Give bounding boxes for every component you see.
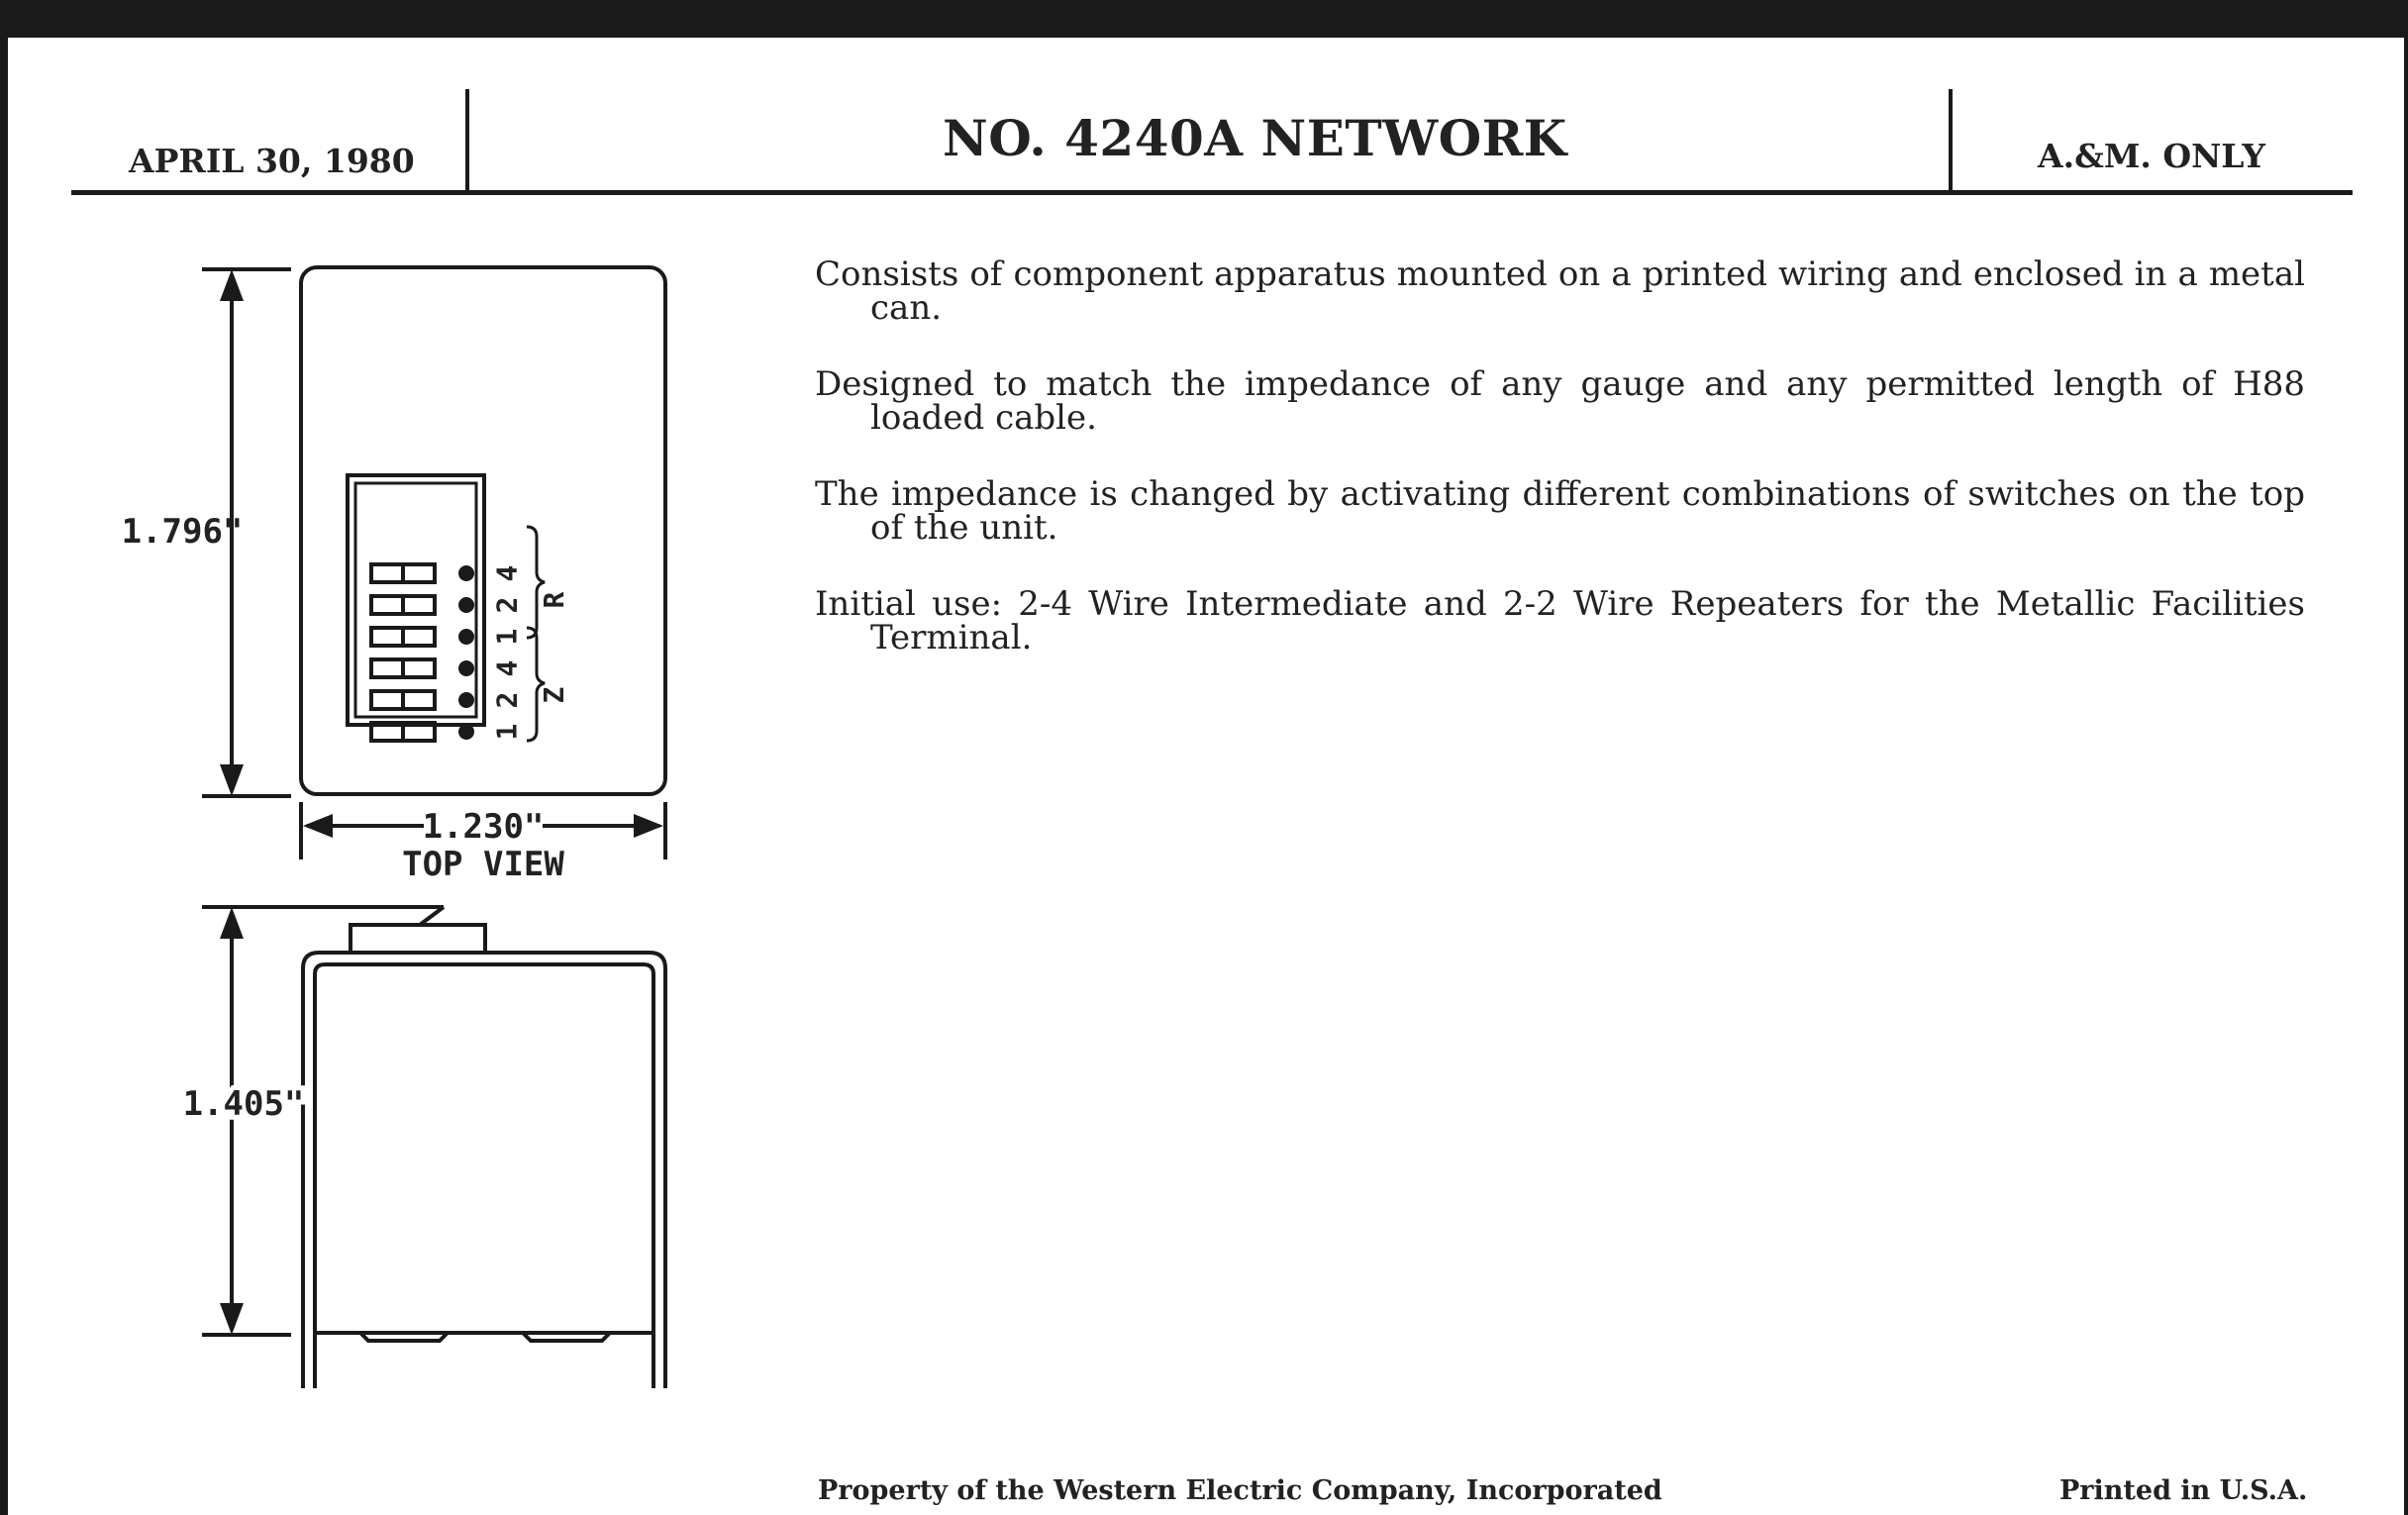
technical-drawing	[8, 38, 2404, 1515]
dip-switches	[371, 564, 524, 741]
printed-notice: Printed in U.S.A.	[2059, 1475, 2308, 1506]
switch-number-label: 2	[490, 691, 524, 709]
group-z-brace	[527, 628, 545, 741]
data-sheet-card	[8, 38, 2404, 1515]
property-notice: Property of the Western Electric Company, Incorporated	[818, 1475, 1662, 1506]
page-title: NO. 4240A NETWORK	[943, 109, 1567, 167]
description-paragraph: Designed to match the impedance of any gauge and any permitted length of H88 loaded cable.	[815, 364, 2305, 438]
side-height-label: 1.405"	[182, 1084, 305, 1124]
switch-number-label: 4	[490, 659, 524, 677]
side-view	[202, 907, 665, 1388]
group-r-brace	[527, 527, 545, 638]
switch-number-label: 1	[490, 628, 524, 646]
restriction-label: A.&M. ONLY	[2038, 137, 2265, 175]
group-z-label: Z	[538, 686, 570, 704]
description-paragraph: The impedance is changed by activating different combinations of switches on the top of the unit.	[815, 474, 2305, 548]
top-view-label: TOP VIEW	[402, 845, 564, 884]
switch-number-label: 1	[490, 723, 524, 741]
group-r-label: R	[538, 591, 570, 609]
dip-switch	[371, 564, 524, 582]
top-height-label: 1.796"	[121, 512, 244, 552]
issue-date: APRIL 30, 1980	[129, 142, 415, 180]
dip-switch	[371, 596, 524, 614]
description-paragraph: Consists of component apparatus mounted on a printed wiring and enclosed in a metal can.	[815, 254, 2305, 328]
switch-number-label: 4	[490, 564, 524, 582]
description-paragraph: Initial use: 2-4 Wire Intermediate and 2-2 Wire Repeaters for the Metallic Facilities Terminal.	[815, 584, 2305, 657]
side-view-outline	[303, 953, 665, 1388]
dip-switch	[371, 628, 524, 646]
dip-switch	[371, 691, 524, 709]
switch-number-label: 2	[490, 596, 524, 614]
dip-switch	[371, 659, 524, 677]
top-width-label: 1.230"	[422, 807, 545, 847]
